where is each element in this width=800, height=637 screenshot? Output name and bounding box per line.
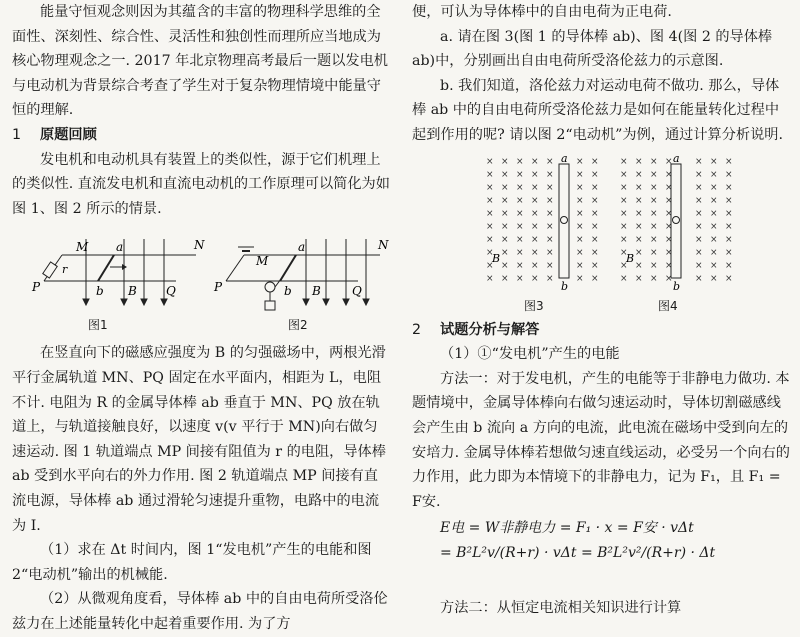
- figure-3: [478, 154, 602, 294]
- field-mark: ×: [620, 182, 628, 193]
- field-mark: ×: [531, 273, 539, 284]
- field-mark: ×: [591, 221, 599, 232]
- field-mark: ×: [486, 221, 494, 232]
- field-mark: ×: [635, 273, 643, 284]
- formula-block: [412, 516, 790, 596]
- field-mark: ×: [531, 195, 539, 206]
- figure-4-caption: 图4: [658, 298, 678, 313]
- field-mark: ×: [531, 169, 539, 180]
- field-mark: ×: [620, 221, 628, 232]
- field-mark: ×: [516, 273, 524, 284]
- field-mark: ×: [516, 234, 524, 245]
- continuation-paragraph: 便，可认为导体棒中的自由电荷为正电荷.: [412, 4, 672, 20]
- setup-paragraph: 在竖直向下的磁感应强度为 B 的匀强磁场中，两根光滑平行金属轨道 MN、PQ 固定在水平面内，相距为 L，电阻不计. 电阻为 R 的金属导体棒 ab 垂直于 MN、PQ 放在轨道上，与轨道接触良好，以速度 v(v 平行于 MN)向右做匀速运动. 图 1 轨道端点 MP 间接有阻值为 r 的电阻，导体棒 ab 受到水平向右的外力作用. 图 2 轨道端点 MP 间接有直流电源，导体棒 ab 通过滑轮匀速提升重物，电路中的电流为 I.: [12, 345, 386, 534]
- field-mark: ×: [620, 247, 628, 258]
- field-mark: ×: [725, 221, 733, 232]
- field-mark: ×: [710, 234, 718, 245]
- field-mark: ×: [620, 156, 628, 167]
- figures-1-2: [12, 227, 390, 337]
- field-mark: ×: [546, 208, 554, 219]
- label-b: b: [96, 284, 104, 299]
- field-mark: ×: [591, 156, 599, 167]
- field-mark: ×: [516, 247, 524, 258]
- label-b: b: [561, 279, 569, 293]
- field-mark: ×: [546, 221, 554, 232]
- field-mark: ×: [725, 182, 733, 193]
- method-2-paragraph: 方法二：从恒定电流相关知识进行计算: [440, 600, 682, 617]
- label-M: M: [256, 254, 269, 269]
- field-mark: ×: [576, 208, 584, 219]
- field-mark: ×: [725, 156, 733, 167]
- field-mark: ×: [486, 247, 494, 258]
- field-mark: ×: [650, 195, 658, 206]
- field-mark: ×: [665, 247, 673, 258]
- label-r: r: [62, 263, 68, 277]
- field-mark: ×: [710, 195, 718, 206]
- field-mark: ×: [591, 247, 599, 258]
- label-Q: Q: [166, 284, 176, 299]
- field-mark: ×: [576, 221, 584, 232]
- field-mark: ×: [546, 273, 554, 284]
- field-mark: ×: [725, 169, 733, 180]
- field-mark: ×: [650, 247, 658, 258]
- figures-3-4: [412, 154, 790, 314]
- field-mark: ×: [501, 195, 509, 206]
- field-mark: ×: [501, 247, 509, 258]
- field-mark: ×: [501, 260, 509, 271]
- section-1-title: 原题回顾: [40, 126, 97, 143]
- field-mark: ×: [635, 234, 643, 245]
- label-B: B: [312, 284, 321, 299]
- field-mark: ×: [516, 195, 524, 206]
- field-mark: ×: [665, 260, 673, 271]
- label-B: B: [492, 251, 501, 265]
- field-mark: ×: [695, 247, 703, 258]
- field-mark: ×: [486, 273, 494, 284]
- review-paragraph: 发电机和电动机具有装置上的类似性，源于它们机理上的类似性. 直流发电机和直流电动机的工作原理可以简化为如图 1、图 2 所示的情景.: [12, 151, 390, 217]
- field-mark: ×: [695, 234, 703, 245]
- field-mark: ×: [665, 156, 673, 167]
- field-mark: ×: [486, 169, 494, 180]
- field-mark: ×: [591, 260, 599, 271]
- field-mark: ×: [531, 156, 539, 167]
- field-mark: ×: [546, 169, 554, 180]
- field-mark: ×: [591, 182, 599, 193]
- figure-2: [208, 229, 390, 313]
- field-mark: ×: [591, 195, 599, 206]
- field-mark: ×: [710, 247, 718, 258]
- field-mark: ×: [501, 234, 509, 245]
- field-mark: ×: [546, 260, 554, 271]
- field-mark: ×: [650, 221, 658, 232]
- method-1-paragraph: 方法一：对于发电机，产生的电能等于非静电力做功. 本题情境中，金属导体棒向右做匀速运动时，导体切割磁感线会产生由 b 流向 a 方向的电流，此电流在磁场中受到向左的安培力. 金属导体棒若想做匀速直线运动，必受另一个向右的力作用，此力即为本情境下的非静电力，记为 F₁，且 F₁ = F安.: [412, 370, 790, 510]
- label-b: b: [673, 279, 681, 293]
- field-mark: ×: [650, 208, 658, 219]
- field-mark: ×: [591, 273, 599, 284]
- field-mark: ×: [725, 273, 733, 284]
- field-mark: ×: [665, 221, 673, 232]
- field-mark: ×: [665, 273, 673, 284]
- figure-4: [612, 154, 736, 294]
- field-mark: ×: [695, 273, 703, 284]
- field-mark: ×: [710, 156, 718, 167]
- field-mark: ×: [546, 234, 554, 245]
- field-mark: ×: [501, 208, 509, 219]
- field-mark: ×: [501, 221, 509, 232]
- field-mark: ×: [591, 208, 599, 219]
- label-P: P: [32, 280, 41, 295]
- field-mark: ×: [635, 221, 643, 232]
- field-mark: ×: [531, 221, 539, 232]
- field-mark: ×: [531, 247, 539, 258]
- field-mark: ×: [576, 273, 584, 284]
- field-mark: ×: [650, 169, 658, 180]
- field-mark: ×: [516, 221, 524, 232]
- label-b: b: [284, 284, 292, 299]
- part-b-paragraph: b. 我们知道，洛伦兹力对运动电荷不做功. 那么，导体棒 ab 中的自由电荷所受洛伦兹力是如何在能量转化过程中起到作用的呢? 请以图 2“电动机”为例，通过计算分析说明.: [412, 77, 783, 143]
- field-mark: ×: [665, 195, 673, 206]
- field-mark: ×: [665, 208, 673, 219]
- field-mark: ×: [620, 208, 628, 219]
- field-mark: ×: [591, 234, 599, 245]
- formula-line-1: E电 = W非静电力 = F₁ · x = F安 · vΔt: [440, 520, 694, 537]
- field-mark: ×: [486, 182, 494, 193]
- field-mark: ×: [695, 195, 703, 206]
- field-mark: ×: [516, 182, 524, 193]
- field-mark: ×: [695, 208, 703, 219]
- field-mark: ×: [710, 208, 718, 219]
- field-mark: ×: [695, 260, 703, 271]
- field-mark: ×: [635, 195, 643, 206]
- intro-paragraph: 能量守恒观念则因为其蕴含的丰富的物理科学思维的全面性、深刻性、综合性、灵活性和独创性而理所应当地成为核心物理观念之一. 2017 年北京物理高考最后一题以发电机与电动机为背景综合考查了学生对于复杂物理情境中能量守恒的理解.: [12, 4, 388, 119]
- label-B: B: [626, 251, 635, 265]
- field-mark: ×: [546, 247, 554, 258]
- field-mark: ×: [665, 182, 673, 193]
- field-mark: ×: [635, 247, 643, 258]
- field-mark: ×: [710, 182, 718, 193]
- field-mark: ×: [501, 169, 509, 180]
- field-mark: ×: [576, 156, 584, 167]
- field-mark: ×: [501, 182, 509, 193]
- section-2-number: 2: [412, 321, 422, 338]
- field-mark: ×: [620, 273, 628, 284]
- charge-marker: [561, 216, 568, 223]
- field-mark: ×: [546, 195, 554, 206]
- field-mark: ×: [710, 221, 718, 232]
- figure-1-caption: 图1: [88, 318, 108, 333]
- field-mark: ×: [501, 156, 509, 167]
- question-2-paragraph: （2）从微观角度看，导体棒 ab 中的自由电荷所受洛伦兹力在上述能量转化中起着重要作用. 为了方: [12, 591, 388, 632]
- field-mark: ×: [620, 195, 628, 206]
- field-mark: ×: [516, 169, 524, 180]
- field-mark: ×: [650, 156, 658, 167]
- label-M: M: [76, 240, 89, 255]
- figure-3-caption: 图3: [524, 298, 544, 313]
- field-mark: ×: [725, 208, 733, 219]
- field-mark: ×: [635, 169, 643, 180]
- label-P: P: [214, 280, 223, 295]
- field-mark: ×: [486, 260, 494, 271]
- field-mark: ×: [486, 208, 494, 219]
- field-mark: ×: [635, 182, 643, 193]
- label-B: B: [128, 284, 137, 299]
- field-mark: ×: [665, 169, 673, 180]
- field-mark: ×: [576, 195, 584, 206]
- figure-2-caption: 图2: [288, 318, 308, 333]
- field-mark: ×: [486, 195, 494, 206]
- section-2-heading: [412, 318, 790, 343]
- field-mark: ×: [695, 221, 703, 232]
- field-mark: ×: [725, 195, 733, 206]
- field-mark: ×: [531, 208, 539, 219]
- subsection-1-heading: （1）①“发电机”产生的电能: [440, 346, 620, 363]
- field-mark: ×: [546, 156, 554, 167]
- field-mark: ×: [635, 156, 643, 167]
- field-mark: ×: [695, 156, 703, 167]
- label-a: a: [673, 153, 680, 165]
- label-N: N: [378, 238, 389, 253]
- field-mark: ×: [620, 260, 628, 271]
- field-mark: ×: [635, 260, 643, 271]
- label-a: a: [116, 240, 124, 255]
- field-mark: ×: [576, 169, 584, 180]
- field-mark: ×: [665, 234, 673, 245]
- label-N: N: [194, 238, 205, 253]
- label-Q: Q: [352, 284, 362, 299]
- field-mark: ×: [486, 234, 494, 245]
- figure-1: [26, 229, 206, 311]
- field-mark: ×: [576, 247, 584, 258]
- field-mark: ×: [710, 260, 718, 271]
- section-1-number: 1: [12, 126, 22, 143]
- label-a: a: [298, 240, 306, 255]
- field-mark: ×: [650, 260, 658, 271]
- section-2-title: 试题分析与解答: [440, 321, 540, 338]
- field-mark: ×: [516, 260, 524, 271]
- field-mark: ×: [501, 273, 509, 284]
- formula-line-2: = B²L²v/(R+r) · vΔt = B²L²v²/(R+r) · Δt: [440, 544, 716, 561]
- field-mark: ×: [695, 182, 703, 193]
- field-mark: ×: [710, 169, 718, 180]
- question-1-paragraph: （1）求在 Δt 时间内，图 1“发电机”产生的电能和图 2“电动机”输出的机械能.: [12, 542, 372, 583]
- field-mark: ×: [710, 273, 718, 284]
- left-column: [12, 0, 390, 636]
- field-mark: ×: [725, 260, 733, 271]
- field-mark: ×: [725, 234, 733, 245]
- field-mark: ×: [486, 156, 494, 167]
- field-mark: ×: [546, 182, 554, 193]
- section-1-heading: [12, 123, 390, 148]
- field-mark: ×: [591, 169, 599, 180]
- label-a: a: [561, 153, 568, 165]
- field-mark: ×: [620, 169, 628, 180]
- field-mark: ×: [576, 234, 584, 245]
- right-column: [412, 0, 790, 621]
- field-mark: ×: [576, 182, 584, 193]
- field-mark: ×: [725, 247, 733, 258]
- field-mark: ×: [635, 208, 643, 219]
- field-mark: ×: [531, 234, 539, 245]
- charge-marker: [673, 216, 680, 223]
- field-mark: ×: [531, 260, 539, 271]
- field-mark: ×: [516, 156, 524, 167]
- field-mark: ×: [695, 169, 703, 180]
- field-mark: ×: [531, 182, 539, 193]
- field-mark: ×: [650, 182, 658, 193]
- field-mark: ×: [650, 234, 658, 245]
- field-mark: ×: [620, 234, 628, 245]
- field-mark: ×: [650, 273, 658, 284]
- field-mark: ×: [516, 208, 524, 219]
- field-mark: ×: [576, 260, 584, 271]
- part-a-paragraph: a. 请在图 3(图 1 的导体棒 ab)、图 4(图 2 的导体棒 ab)中，分别画出自由电荷所受洛伦兹力的示意图.: [412, 28, 773, 70]
